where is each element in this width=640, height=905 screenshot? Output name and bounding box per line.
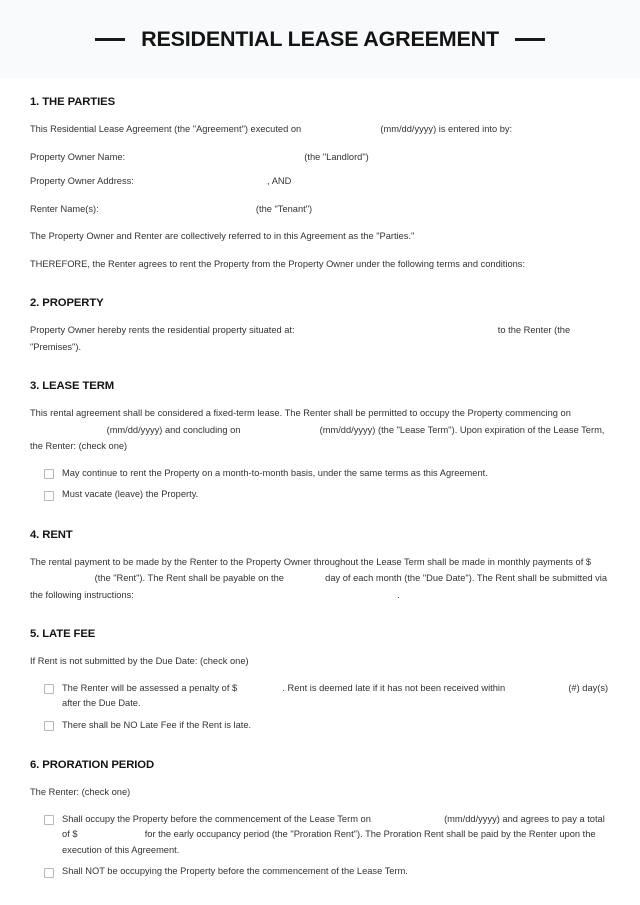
late-fee-text-c: (#) day(s) after the Due Date. xyxy=(62,682,609,708)
owner-name-line xyxy=(30,149,610,166)
section-lease-term xyxy=(30,380,610,503)
checkbox-icon[interactable] xyxy=(44,469,54,479)
lease-term-option-month-to-month[interactable] xyxy=(44,466,610,482)
section-late-fee xyxy=(30,628,610,733)
checkbox-icon[interactable] xyxy=(44,721,54,731)
section-heading-rent: 4. RENT xyxy=(30,528,73,541)
rent-text-b: (the "Rent"). The Rent shall be payable on the xyxy=(94,573,284,583)
checkbox-icon[interactable] xyxy=(44,684,54,694)
checkbox-icon[interactable] xyxy=(44,491,54,501)
lease-term-option-label: May continue to rent the Property on a month-to-month basis, under the same terms as this Agreement. xyxy=(62,467,488,478)
proration-text-a: Shall occupy the Property before the commencement of the Lease Term on xyxy=(62,813,371,824)
section-rent xyxy=(30,529,610,604)
section-property xyxy=(30,297,610,355)
rent-text-a: The rental payment to be made by the Renter to the Property Owner throughout the Lease Term shall be made in monthly payments of $ xyxy=(30,556,592,567)
renter-name-suffix: (the "Tenant") xyxy=(255,203,313,214)
title-dash-left xyxy=(95,38,125,41)
proration-text-b: (mm/dd/yyyy) and agrees to pay a total of $ xyxy=(62,813,605,839)
late-fee-option-none[interactable] xyxy=(44,718,610,734)
parties-therefore-paragraph: THEREFORE, the Renter agrees to rent the Property from the Property Owner under the following terms and conditions: xyxy=(30,258,526,269)
section-heading-proration: 6. PRORATION PERIOD xyxy=(30,759,155,771)
rent-paragraph xyxy=(30,554,610,604)
property-text-before: Property Owner hereby rents the residential property situated at: xyxy=(30,325,295,335)
property-text-after: to the Renter (the "Premises"). xyxy=(30,325,571,352)
section-heading-late-fee: 5. LATE FEE xyxy=(30,628,96,640)
lease-term-text-a: This rental agreement shall be considered a fixed-term lease. The Renter shall be permitted to occupy the Property commencing on xyxy=(30,408,571,418)
owner-name-suffix: (the "Landlord") xyxy=(304,151,369,162)
proration-option-occupy[interactable] xyxy=(44,812,610,859)
section-heading-lease-term: 3. LEASE TERM xyxy=(30,380,115,392)
checkbox-icon[interactable] xyxy=(44,868,54,878)
document-body xyxy=(0,78,640,880)
owner-address-label: Property Owner Address: xyxy=(30,176,134,186)
late-fee-text-a: The Renter will be assessed a penalty of $ xyxy=(62,682,238,693)
section-heading-property: 2. PROPERTY xyxy=(30,297,104,309)
rent-text-c: day of each month (the "Due Date"). The Rent shall be submitted via the following instructions: xyxy=(30,573,608,600)
lease-term-paragraph xyxy=(30,405,610,455)
late-fee-option-penalty[interactable] xyxy=(44,681,610,712)
owner-name-label: Property Owner Name: xyxy=(30,151,126,162)
title-dash-right xyxy=(515,38,545,41)
proration-text-c: for the early occupancy period (the "Proration Rent"). The Proration Rent shall be paid by the Renter upon the execution of this Agreement. xyxy=(62,829,596,855)
late-fee-options xyxy=(30,681,610,734)
late-fee-option-label xyxy=(62,681,610,712)
lease-term-text-b: (mm/dd/yyyy) and concluding on xyxy=(106,424,241,435)
lease-term-text-c: (mm/dd/yyyy) (the "Lease Term"). Upon expiration of the Lease Term, the Renter: (check one) xyxy=(30,424,605,451)
proration-option-not-occupy[interactable] xyxy=(44,864,610,880)
section-proration-period xyxy=(30,759,610,880)
renter-name-line xyxy=(30,201,610,218)
checkbox-icon[interactable] xyxy=(44,815,54,825)
parties-intro-after: (mm/dd/yyyy) is entered into by: xyxy=(380,124,513,134)
late-fee-option-label: There shall be NO Late Fee if the Rent is late. xyxy=(62,719,252,730)
parties-collective-paragraph: The Property Owner and Renter are collectively referred to in this Agreement as the "Parties." xyxy=(30,231,415,241)
parties-intro-paragraph xyxy=(30,121,610,138)
lease-term-option-vacate[interactable] xyxy=(44,487,610,503)
rent-text-d: . xyxy=(397,589,400,600)
late-fee-intro: If Rent is not submitted by the Due Date: (check one) xyxy=(30,656,249,666)
section-heading-parties: 1. THE PARTIES xyxy=(30,96,116,108)
lease-term-option-label: Must vacate (leave) the Property. xyxy=(62,489,199,499)
proration-options xyxy=(30,812,610,880)
section-the-parties xyxy=(30,96,610,272)
property-paragraph xyxy=(30,322,610,355)
proration-option-label xyxy=(62,812,610,859)
spacer-after-late-fee xyxy=(30,745,610,759)
renter-name-label: Renter Name(s): xyxy=(30,203,99,214)
lease-term-options xyxy=(30,466,610,503)
late-fee-text-b: . Rent is deemed late if it has not been received within xyxy=(282,682,506,693)
proration-option-label: Shall NOT be occupying the Property before the commencement of the Lease Term. xyxy=(62,866,408,876)
spacer-after-parties xyxy=(30,283,610,297)
spacer-after-lease-term xyxy=(30,515,610,529)
parties-intro-before: This Residential Lease Agreement (the "Agreement") executed on xyxy=(30,124,302,134)
owner-address-suffix: , AND xyxy=(267,176,292,186)
page-title: RESIDENTIAL LEASE AGREEMENT xyxy=(141,26,499,51)
document-header xyxy=(0,0,640,78)
spacer-after-property xyxy=(30,366,610,380)
owner-address-line xyxy=(30,173,610,190)
spacer-after-rent xyxy=(30,614,610,628)
proration-intro: The Renter: (check one) xyxy=(30,787,131,797)
